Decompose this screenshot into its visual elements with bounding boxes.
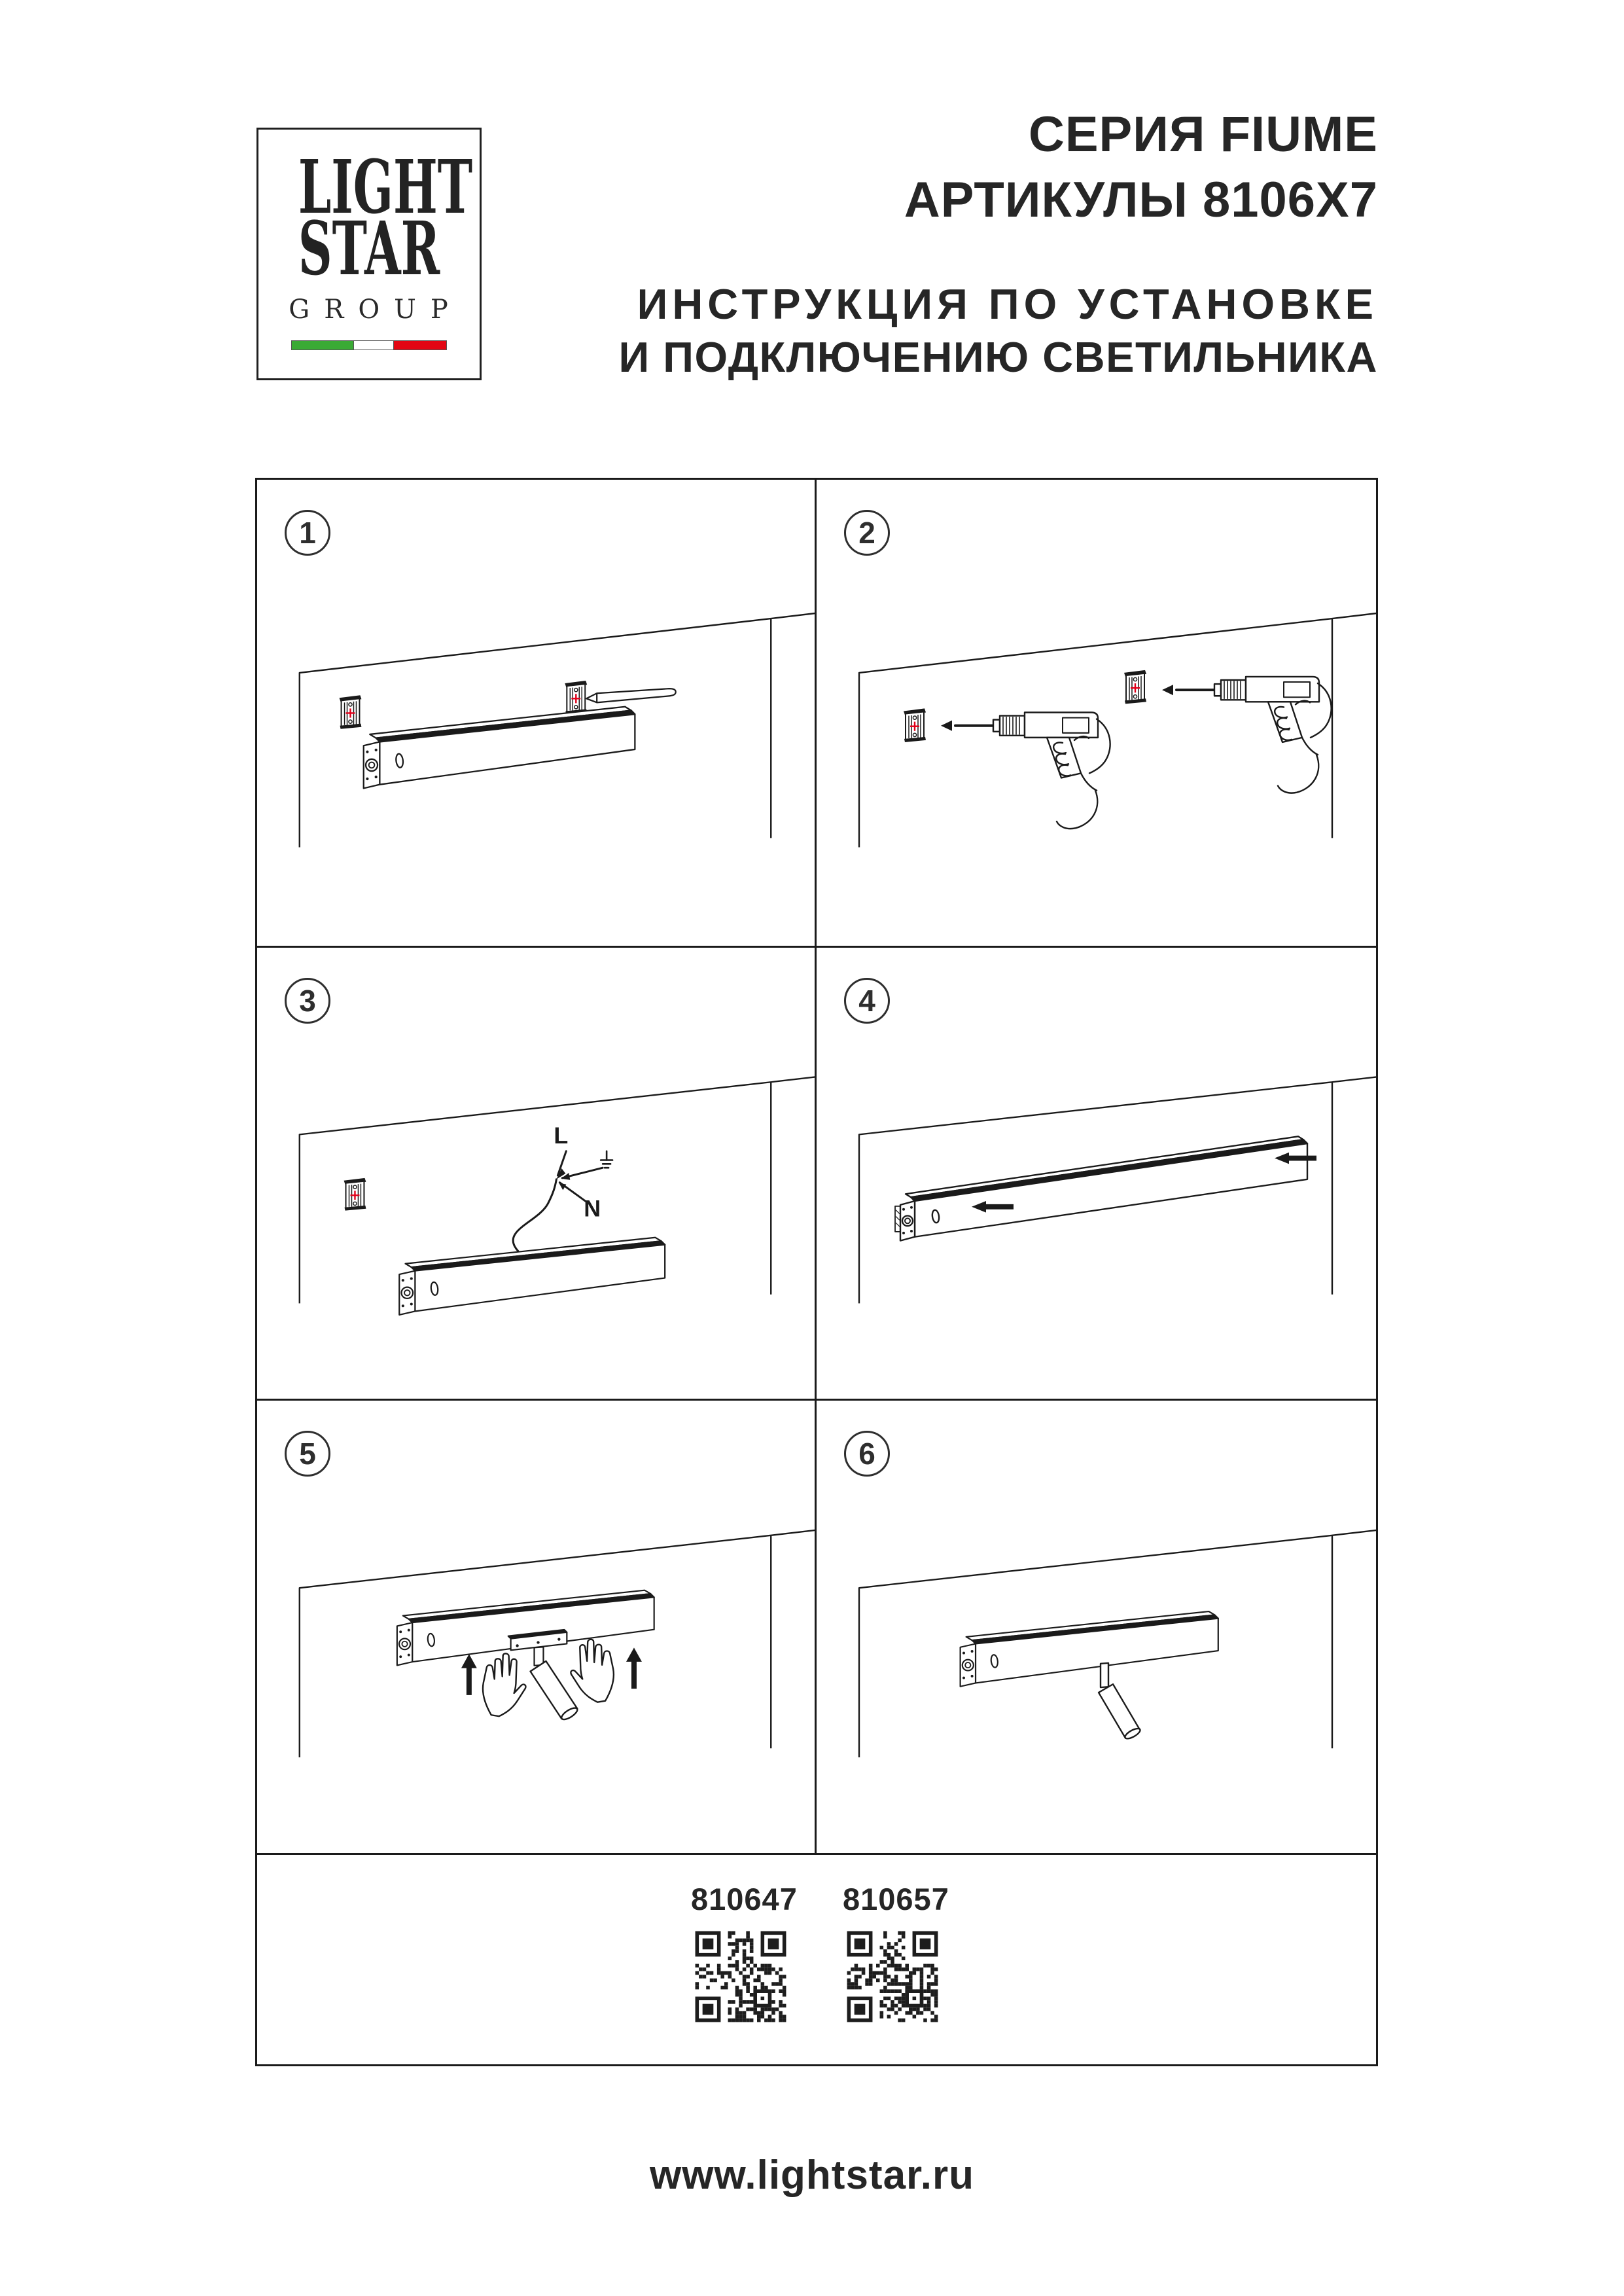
hand-icon: [571, 1640, 613, 1702]
steps-grid: [255, 478, 1378, 2066]
step-1-illustration: [257, 480, 815, 946]
step-3-illustration: [257, 948, 815, 1399]
step-number-badge: 2: [844, 510, 890, 556]
italian-flag-bar: [291, 340, 447, 350]
ground-symbol-icon: [601, 1151, 612, 1168]
step-4-illustration: [817, 948, 1376, 1399]
step-number-badge: 5: [285, 1431, 330, 1477]
lightstar-logo: [256, 128, 482, 380]
step-1-panel: [257, 480, 817, 948]
step-3-panel: [257, 948, 817, 1401]
article-item: [843, 1881, 949, 2026]
wire-label-line: L: [554, 1122, 569, 1149]
instruction-title-line2: И ПОДКЛЮЧЕНИЮ СВЕТИЛЬНИКА: [618, 333, 1378, 381]
hand-icon: [483, 1653, 525, 1716]
step-2-panel: [817, 480, 1376, 948]
logo-word-star: STAR: [298, 206, 440, 293]
drill-icon: [941, 712, 1110, 829]
qr-code: [843, 1928, 942, 2026]
step-number-badge: 6: [844, 1431, 890, 1477]
title-block: [618, 107, 1379, 381]
wire-label-neutral: N: [584, 1195, 601, 1222]
step-number-badge: 3: [285, 978, 330, 1024]
instruction-title-line1: ИНСТРУКЦИЯ ПО УСТАНОВКЕ: [637, 280, 1378, 328]
drill-icon: [1162, 677, 1332, 793]
articles-title: АРТИКУЛЫ 8106X7: [904, 172, 1378, 228]
flag-green-segment: [292, 341, 354, 350]
website-url: www.lightstar.ru: [650, 2153, 974, 2198]
logo-word-group: GROUP: [289, 295, 463, 325]
push-up-arrow-icon: [461, 1654, 477, 1695]
step-2-illustration: [817, 480, 1376, 946]
flag-white-segment: [354, 341, 395, 350]
step-4-panel: [817, 948, 1376, 1401]
push-up-arrow-icon: [626, 1647, 642, 1689]
step-6-illustration: [817, 1401, 1376, 1853]
step-number-badge: 1: [285, 510, 330, 556]
logo-word-light: LIGHT: [298, 145, 473, 230]
spotlight-head: [1099, 1663, 1142, 1740]
series-title: СЕРИЯ FIUME: [1028, 107, 1378, 162]
pencil-icon: [586, 689, 676, 702]
step-number-badge: 4: [844, 978, 890, 1024]
qr-code: [692, 1928, 790, 2026]
article-item: [691, 1881, 798, 2026]
step-5-illustration: [257, 1401, 815, 1853]
step-6-panel: [817, 1401, 1376, 1855]
article-qr-section: [257, 1855, 1376, 2064]
article-code: 810647: [691, 1882, 798, 1916]
article-code: 810657: [843, 1882, 949, 1916]
flag-red-segment: [394, 341, 446, 350]
step-5-panel: [257, 1401, 817, 1855]
